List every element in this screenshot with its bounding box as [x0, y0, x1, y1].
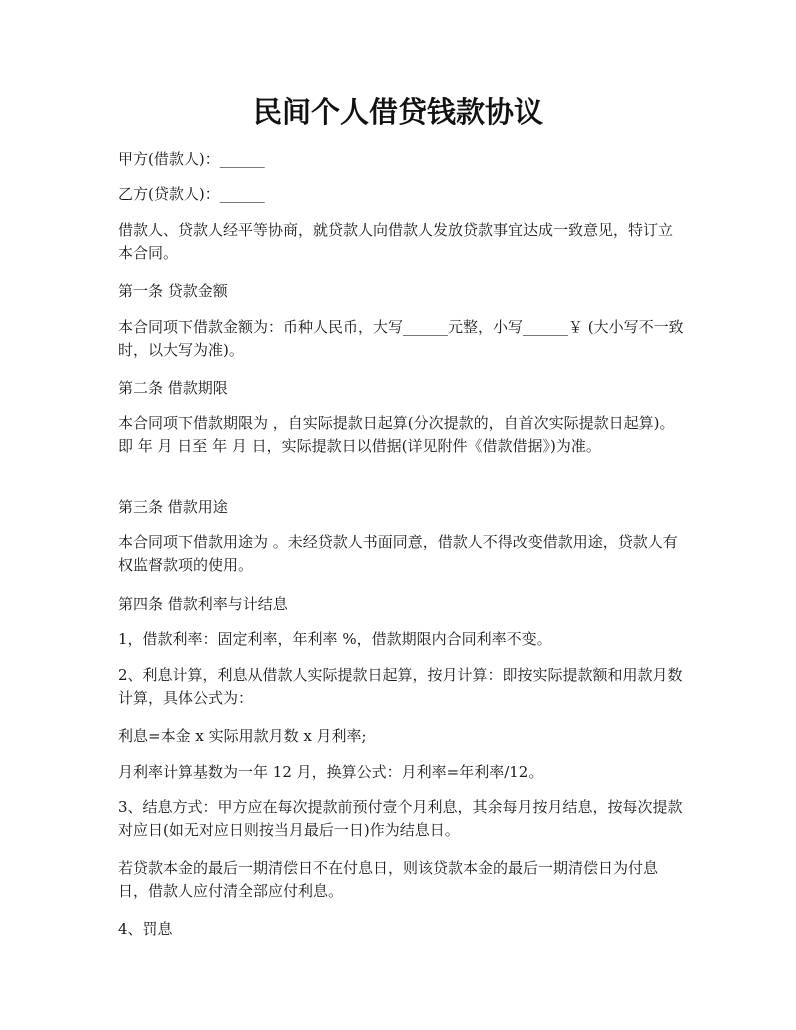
party-a-line: 甲方(借款人)：______	[118, 150, 265, 168]
party-b-line: 乙方(贷款人)：______	[118, 185, 265, 203]
interest-formula: 利息=本金 x 实际用款月数 x 月利率;	[118, 727, 367, 745]
settlement-clause: 3、结息方式：甲方应在每次提款前预付壹个月利息，其余每月按月结息，按每次提款对应日(如无对应日则按当月最后一日)作为结息日。	[118, 798, 683, 839]
final-repayment-clause: 若贷款本金的最后一期清偿日不在付息日，则该贷款本金的最后一期清偿日为付息日，借款人应付清全部应付利息。	[118, 859, 659, 900]
interest-calculation-clause: 2、利息计算，利息从借款人实际提款日起算，按月计算：即按实际提款额和用款月数计算，具体公式为：	[118, 666, 683, 707]
article-4-heading: 第四条 借款利率与计结息	[118, 595, 288, 613]
article-2-heading: 第二条 借款期限	[118, 379, 228, 397]
article-3-heading: 第三条 借款用途	[118, 498, 228, 516]
article-3-body: 本合同项下借款用途为 。未经贷款人书面同意，借款人不得改变借款用途，贷款人有权监督款项的使用。	[118, 533, 678, 574]
interest-rate-clause: 1，借款利率：固定利率，年利率 %，借款期限内合同利率不变。	[118, 630, 552, 648]
article-1-heading: 第一条 贷款金额	[118, 282, 228, 300]
penalty-interest-heading: 4、罚息	[118, 920, 173, 938]
document-title: 民间个人借贷钱款协议	[252, 95, 543, 129]
preamble-paragraph: 借款人、贷款人经平等协商，就贷款人向借款人发放贷款事宜达成一致意见，特订立本合同。	[118, 221, 674, 262]
monthly-rate-formula: 月利率计算基数为一年 12 月，换算公式：月利率=年利率/12。	[118, 763, 544, 781]
article-2-body: 本合同项下借款期限为 ，自实际提款日起算(分次提款的，自首次实际提款日起算)。即 年 月 日至 年 月 日，实际提款日以借据(详见附件《借款借据》)为准。	[118, 414, 675, 455]
article-1-body: 本合同项下借款金额为：币种人民币，大写______元整，小写______￥ (大小写不一致时，以大写为准)。	[118, 318, 684, 359]
